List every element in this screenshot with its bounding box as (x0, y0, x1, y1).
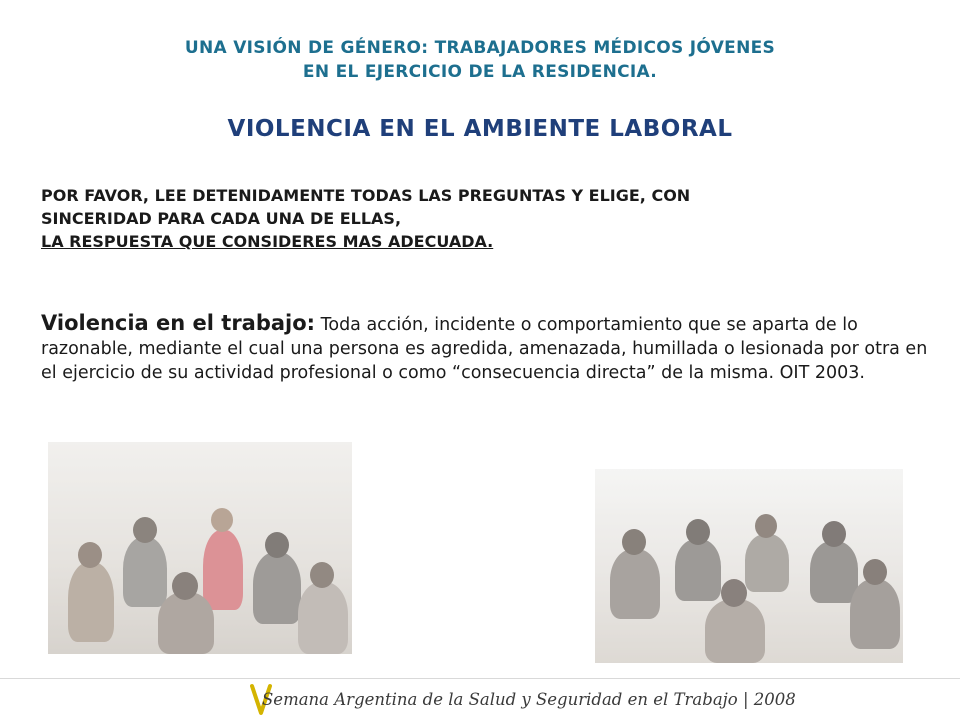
footer-divider (0, 678, 960, 679)
group-meeting-photo (48, 442, 352, 654)
definition-paragraph (41, 311, 931, 385)
header-line-2: EN EL EJERCICIO DE LA RESIDENCIA. (302, 62, 658, 82)
person-shape (158, 592, 214, 654)
person-head (172, 572, 198, 600)
person-shape (745, 534, 789, 592)
person-head (822, 521, 846, 547)
instructions-line-3: LA RESPUESTA QUE CONSIDERES MAS ADECUADA. (41, 232, 494, 251)
person-shape (298, 582, 348, 654)
person-head (78, 542, 102, 568)
instructions-line-2: SINCERIDAD PARA CADA UNA DE ELLAS, (41, 209, 402, 228)
person-shape (810, 541, 858, 603)
footer (250, 683, 870, 717)
instructions-line-1: POR FAVOR, LEE DETENIDAMENTE TODAS LAS PREGUNTAS Y ELIGE, CON (41, 186, 691, 205)
person-shape (675, 539, 721, 601)
definition-text: Toda acción, incidente o comportamiento que se aparta de lo razonable, mediante el cual una persona es agredida, amenazada, humillada o lesionada por otra en el ejercicio de su actividad profesional o como “consecuencia directa” de la misma. OIT 2003. (41, 315, 928, 383)
definition-term: Violencia en el trabajo: (41, 311, 316, 335)
person-shape (68, 562, 114, 642)
header-line-1: UNA VISIÓN DE GÉNERO: TRABAJADORES MÉDICOS JÓVENES (184, 38, 776, 58)
person-head (721, 579, 747, 607)
header (0, 36, 960, 84)
page-title: VIOLENCIA EN EL AMBIENTE LABORAL (227, 116, 733, 142)
person-head (755, 514, 777, 538)
person-shape (203, 530, 243, 610)
person-head (211, 508, 233, 532)
group-circle-photo (595, 469, 903, 663)
person-head (310, 562, 334, 588)
person-head (863, 559, 887, 585)
person-shape (705, 599, 765, 663)
instructions (41, 184, 931, 253)
person-shape (253, 552, 301, 624)
person-head (622, 529, 646, 555)
person-shape (610, 549, 660, 619)
person-shape (850, 579, 900, 649)
person-head (686, 519, 710, 545)
person-head (265, 532, 289, 558)
footer-text: Semana Argentina de la Salud y Seguridad en el Trabajo | 2008 (262, 690, 796, 709)
person-shape (123, 537, 167, 607)
person-head (133, 517, 157, 543)
